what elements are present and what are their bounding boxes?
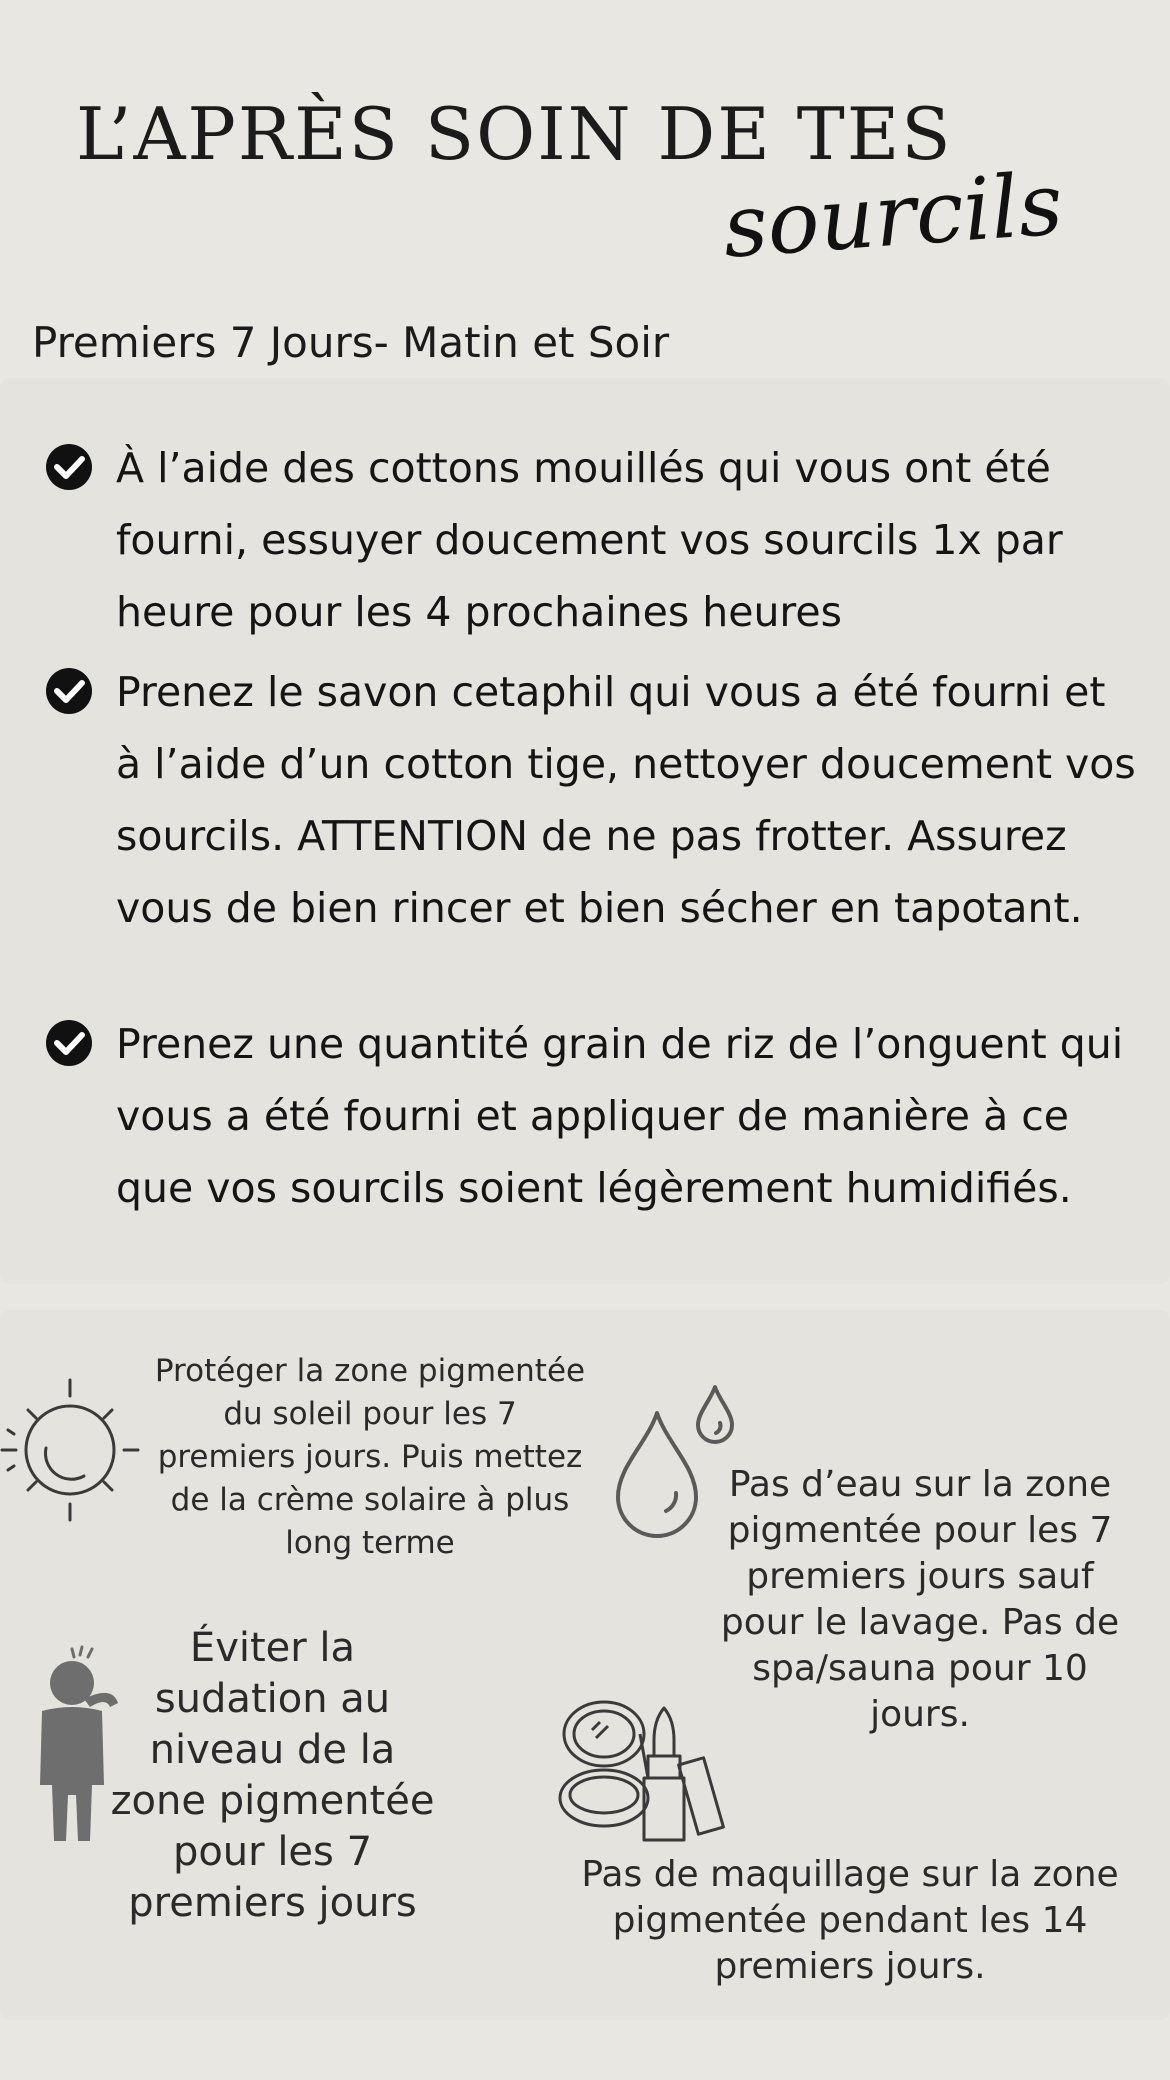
page-title: L’APRÈS SOIN DE TES	[76, 92, 953, 176]
check-circle-icon	[44, 442, 94, 492]
checklist-item	[40, 656, 1140, 944]
checklist-item	[40, 432, 1140, 648]
water-tip-text: Pas d’eau sur la zone pigmentée pour les 7 premiers jours sauf pour le lavage. Pas de spa/sauna pour 10 jours.	[720, 1464, 1120, 1735]
makeup-tip-text: Pas de maquillage sur la zone pigmentée pendant les 14 premiers jours.	[581, 1854, 1119, 1987]
makeup-icon	[544, 1694, 744, 1844]
sun-tip-text: Protéger la zone pigmentée du soleil pour les 7 premiers jours. Puis mettez de la crème solaire à plus long terme	[154, 1353, 586, 1561]
page-subtitle: Premiers 7 Jours- Matin et Soir	[32, 318, 670, 367]
checklist-item-text: Prenez une quantité grain de riz de l’onguent qui vous a été fourni et appliquer de manière à ce que vos sourcils soient légèrement humidifiés.	[116, 1020, 1124, 1212]
script-title: sourcils	[720, 154, 1066, 278]
check-circle-icon	[44, 1018, 94, 1068]
sweat-tip-text: Éviter la sudation au niveau de la zone pigmentée pour les 7 premiers jours	[110, 1625, 435, 1926]
sun-icon	[0, 1372, 140, 1522]
checklist-item	[40, 1008, 1140, 1224]
checklist-item-text: Prenez le savon cetaphil qui vous a été fourni et à l’aide d’un cotton tige, nettoyer doucement vos sourcils. ATTENTION de ne pas frotter. Assurez vous de bien rincer et bien sécher en tapotant.	[116, 668, 1136, 932]
check-circle-icon	[44, 666, 94, 716]
checklist-item-text: À l’aide des cottons mouillés qui vous ont été fourni, essuyer doucement vos sourcils 1x par heure pour les 4 prochaines heures	[116, 444, 1063, 636]
